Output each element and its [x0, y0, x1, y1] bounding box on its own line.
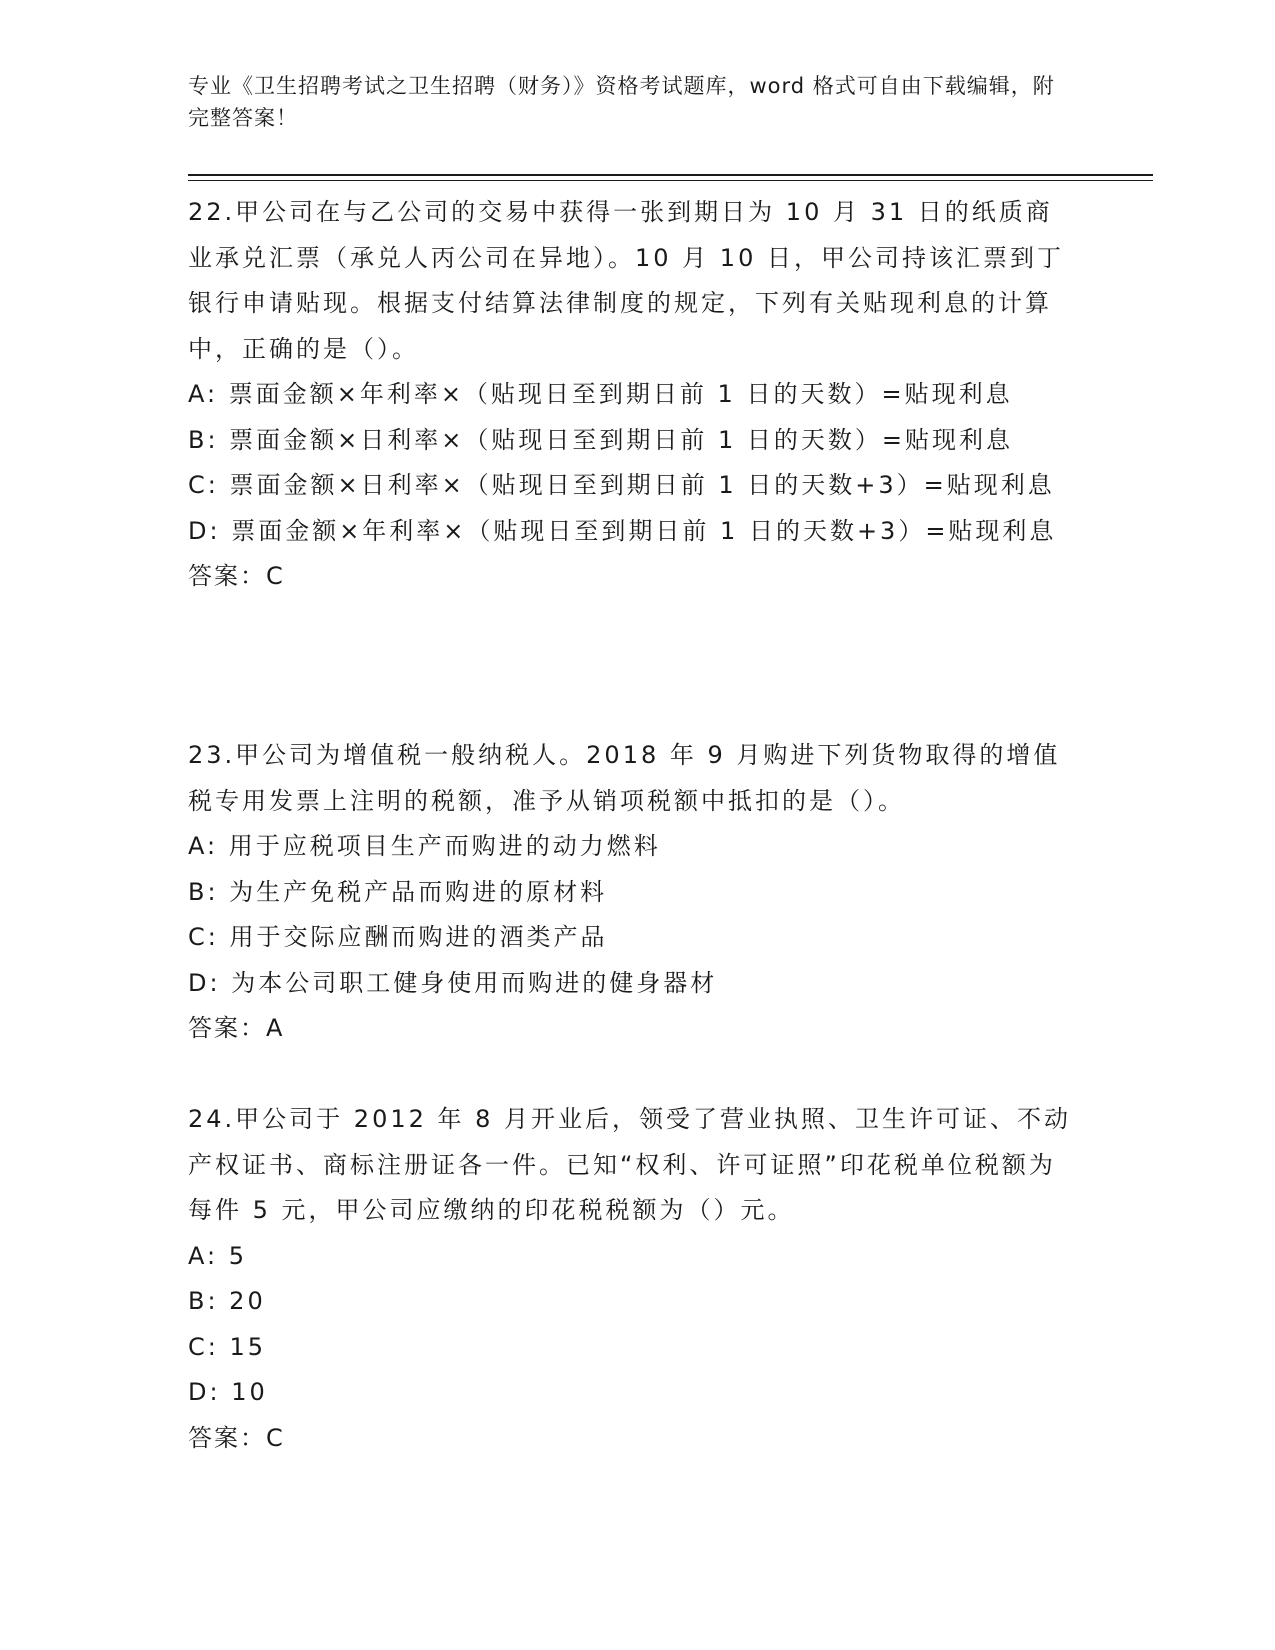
- option-a: A: 用于应税项目生产而购进的动力燃料: [188, 832, 661, 860]
- header-divider-thin: [188, 180, 1153, 181]
- option-b: B: 票面金额×日利率×（贴现日至到期日前 1 日的天数）=贴现利息: [188, 425, 1014, 454]
- question-22: [188, 190, 1078, 600]
- answer-line: 答案：C: [188, 562, 285, 590]
- option-a: A: 票面金额×年利率×（贴现日至到期日前 1 日的天数）=贴现利息: [188, 380, 1013, 408]
- document-header: 专业《卫生招聘考试之卫生招聘（财务）》资格考试题库，word 格式可自由下载编辑，附完整答案！: [188, 74, 1055, 130]
- question-text: 23.甲公司为增值税一般纳税人。2018 年 9 月购进下列货物取得的增值税专用发票上注明的税额，准予从销项税额中抵扣的是（）。: [188, 741, 1061, 815]
- option-d: D: 票面金额×年利率×（贴现日至到期日前 1 日的天数+3）=贴现利息: [188, 516, 1057, 545]
- answer-line: 答案：C: [188, 1423, 285, 1452]
- question-24: [188, 1097, 1078, 1461]
- option-b: B: 为生产免税产品而购进的原材料: [188, 877, 608, 906]
- option-d: D: 为本公司职工健身使用而购进的健身器材: [188, 968, 718, 997]
- option-a: A: 5: [188, 1241, 247, 1270]
- option-c: C: 15: [188, 1332, 267, 1361]
- question-23: [188, 733, 1078, 1052]
- option-c: C: 票面金额×日利率×（贴现日至到期日前 1 日的天数+3）=贴现利息: [188, 471, 1055, 499]
- question-text: 24.甲公司于 2012 年 8 月开业后，领受了营业执照、卫生许可证、不动产权证书、商标注册证各一件。已知“权利、许可证照”印花税单位税额为每件 5 元，甲公司应缴纳的印花税税额为（）元。: [188, 1105, 1072, 1224]
- option-b: B: 20: [188, 1287, 266, 1315]
- answer-line: 答案：A: [188, 1014, 285, 1042]
- header-divider-thick: [188, 174, 1153, 176]
- question-text: 22.甲公司在与乙公司的交易中获得一张到期日为 10 月 31 日的纸质商业承兑汇票（承兑人丙公司在异地）。10 月 10 日，甲公司持该汇票到丁银行申请贴现。根据支付结算法律制度的规定，下列有关贴现利息的计算中，正确的是（）。: [188, 198, 1064, 363]
- option-d: D: 10: [188, 1378, 268, 1406]
- option-c: C: 用于交际应酬而购进的酒类产品: [188, 923, 608, 951]
